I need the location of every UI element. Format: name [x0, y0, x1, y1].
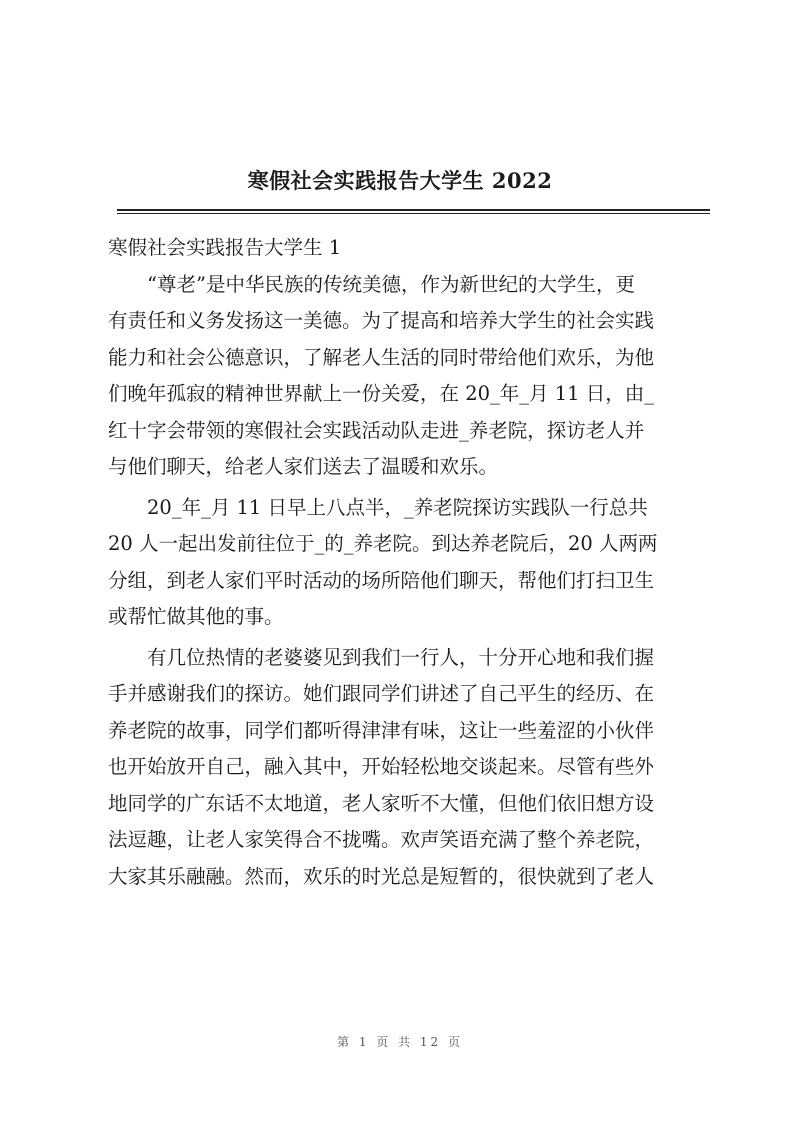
paragraph-line: 手并感谢我们的探访。她们跟同学们讲述了自己平生的经历、在: [108, 682, 655, 705]
paragraph-1: [108, 267, 712, 486]
paragraph-line: 有责任和义务发扬这一美德。为了提高和培养大学生的社会实践: [108, 309, 655, 332]
paragraph-line: 法逗趣，让老人家笑得合不拢嘴。欢声笑语充满了整个养老院，: [108, 828, 655, 851]
paragraph-line: 或帮忙做其他的事。: [108, 605, 284, 628]
document-title: 寒假社会实践报告大学生 2022: [247, 168, 553, 193]
section-heading: 寒假社会实践报告大学生 1: [108, 236, 342, 259]
paragraph-line: 红十字会带领的寒假社会实践活动队走进_养老院，探访老人并: [108, 418, 645, 442]
paragraph-line: 有几位热情的老婆婆见到我们一行人，十分开心地和我们握: [147, 645, 655, 669]
paragraph-line: 们晚年孤寂的精神世界献上一份关爱，在 20_年_月 11 日，由_: [108, 382, 654, 405]
title-divider: [117, 209, 710, 214]
paragraph-line: 与他们聊天，给老人家们送去了温暖和欢乐。: [108, 455, 499, 478]
paragraph-line: 分组，到老人家们平时活动的场所陪他们聊天，帮他们打扫卫生: [108, 568, 655, 592]
page-footer: 第 1 页 共 12 页: [337, 1035, 463, 1049]
paragraph-line: 大家其乐融融。然而，欢乐的时光总是短暂的，很快就到了老人: [108, 864, 655, 888]
paragraph-line: 养老院的故事，同学们都听得津津有味，这让一些羞涩的小伙伴: [108, 718, 655, 742]
paragraph-line: “尊老”是中华民族的传统美德，作为新世纪的大学生，更: [147, 272, 635, 296]
paragraph-line: 也开始放开自己，融入其中，开始轻松地交谈起来。尽管有些外: [108, 755, 655, 778]
paragraph-line: 20_年_月 11 日早上八点半，_养老院探访实践队一行总共: [147, 495, 648, 519]
paragraph-2: [108, 490, 712, 636]
paragraph-3: [108, 640, 712, 896]
paragraph-line: 能力和社会公德意识，了解老人生活的同时带给他们欢乐，为他: [108, 345, 655, 369]
paragraph-line: 地同学的广东话不太地道，老人家听不大懂，但他们依旧想方设: [108, 791, 655, 815]
document-body: [108, 230, 712, 899]
paragraph-line: 20 人一起出发前往位于_的_养老院。到达养老院后，20 人两两: [108, 532, 658, 555]
